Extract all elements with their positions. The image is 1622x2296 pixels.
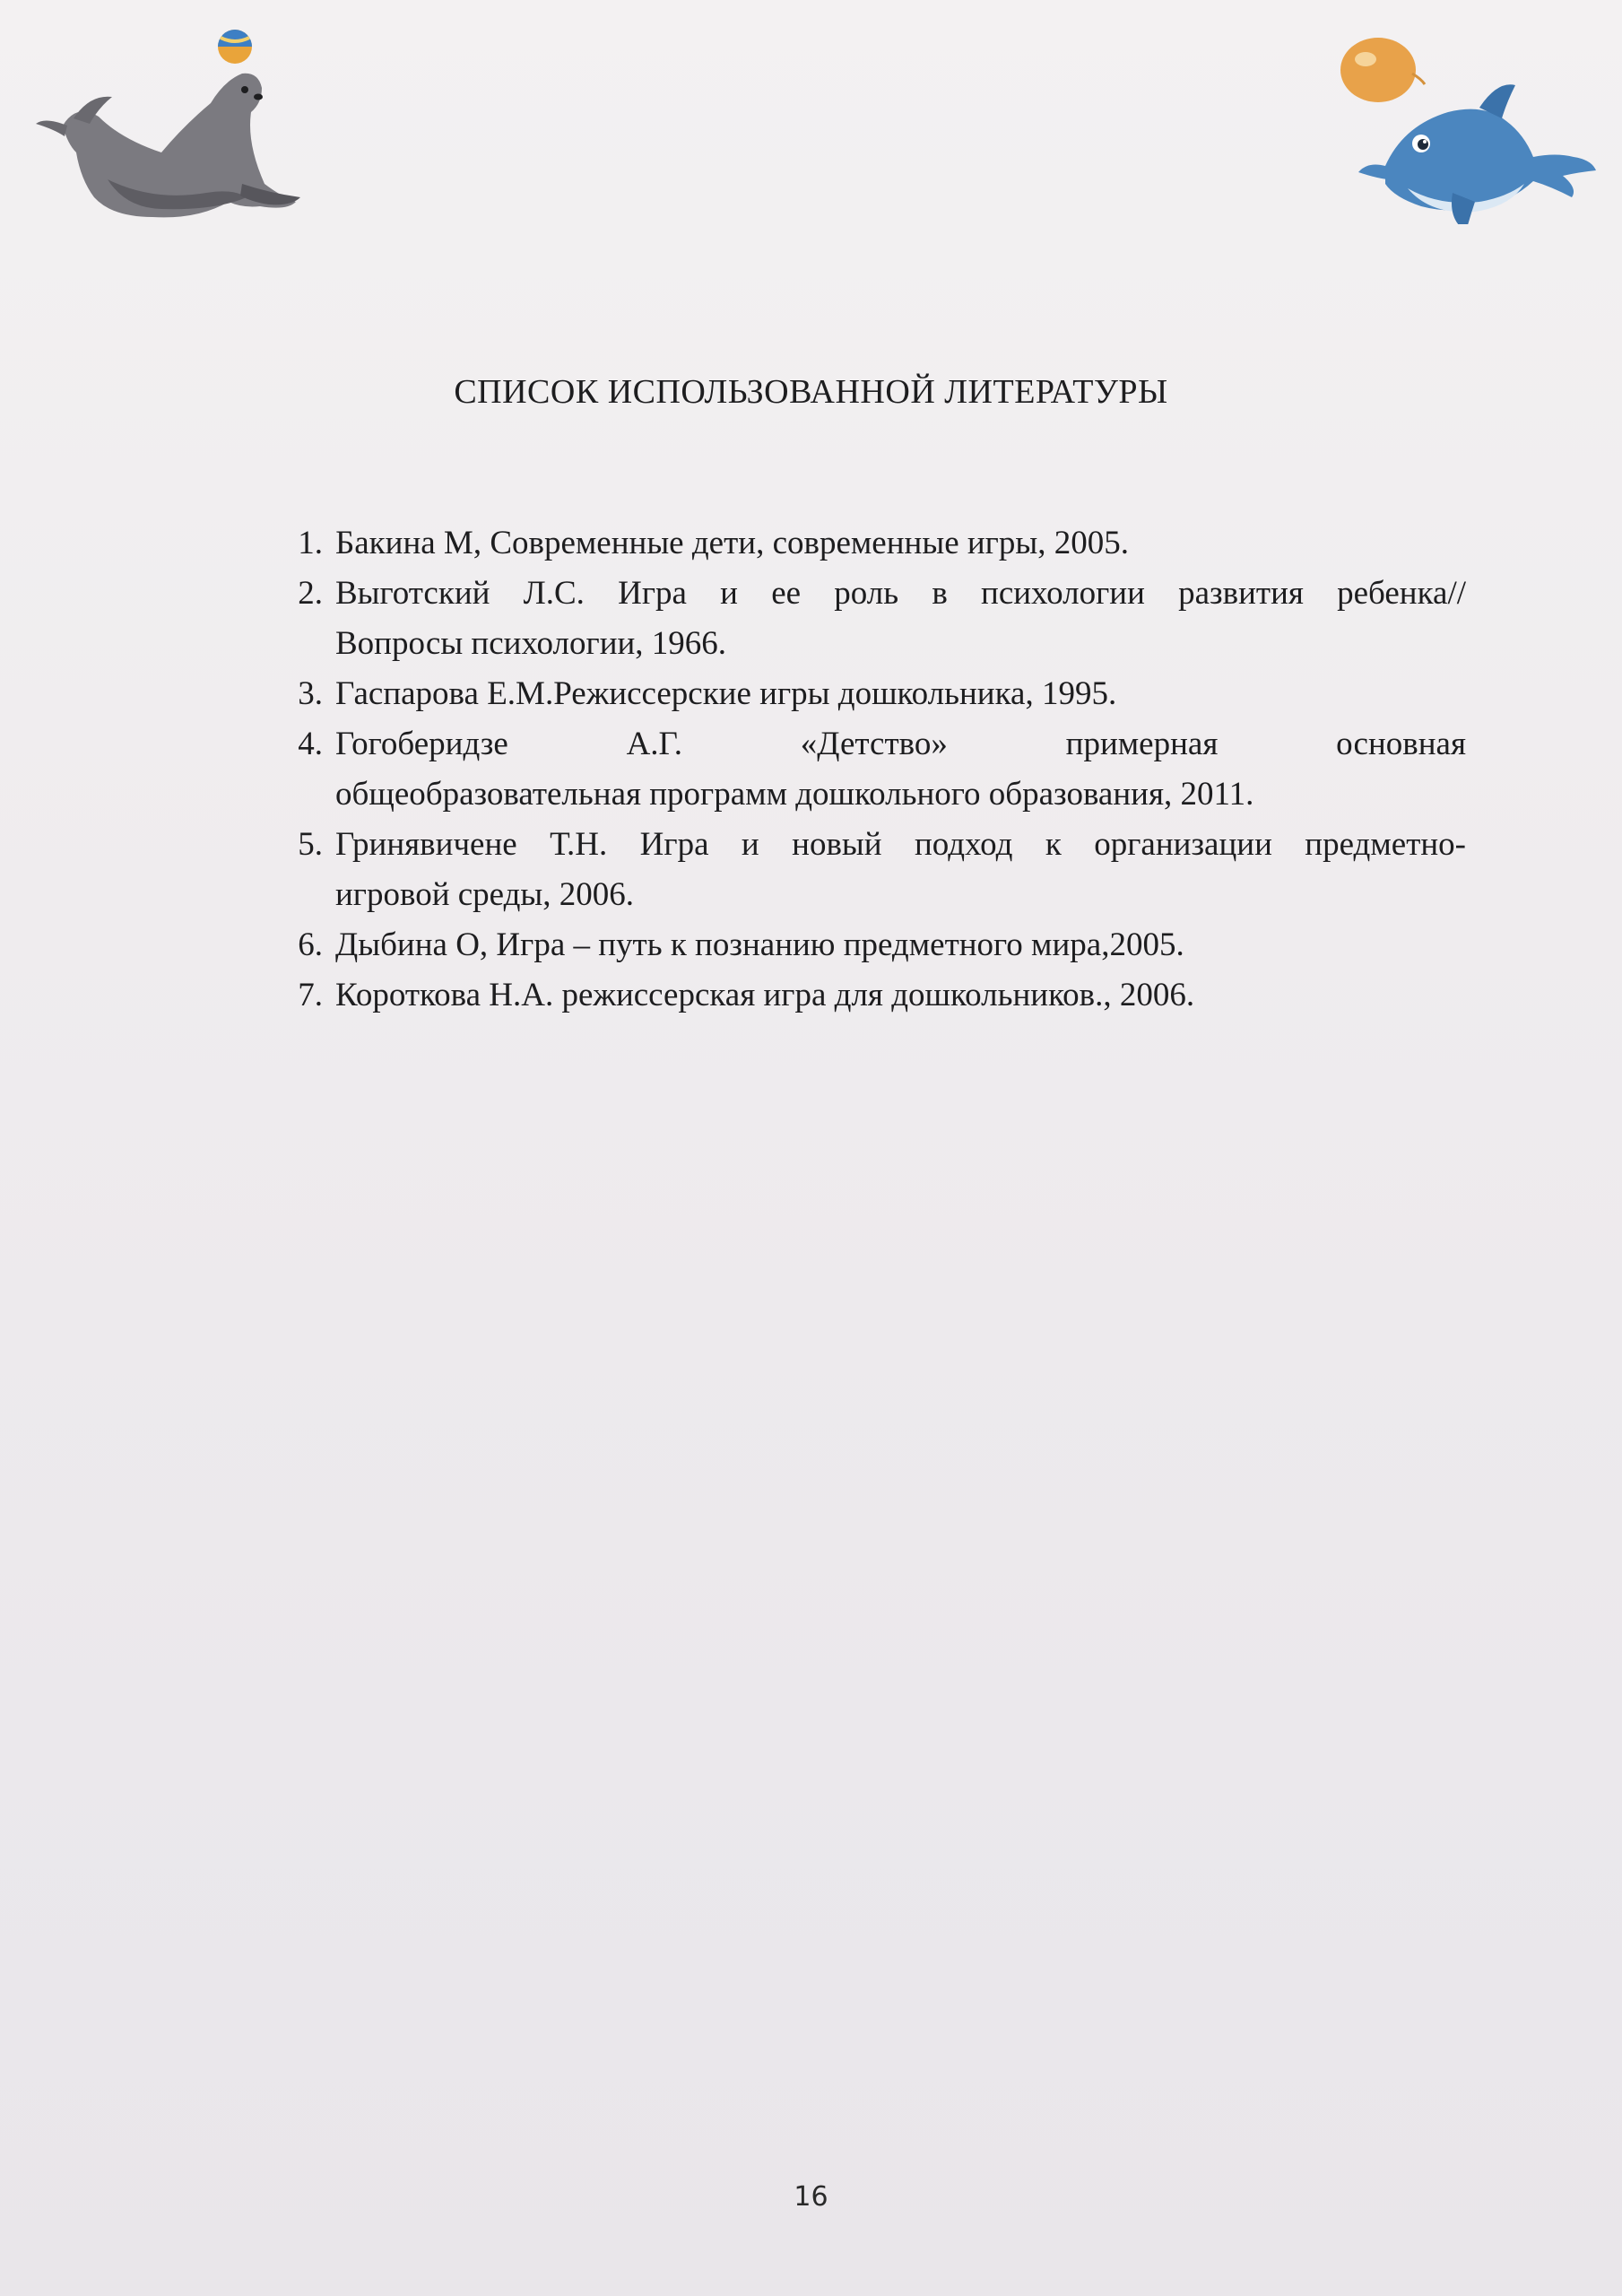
list-item-number: 6. [298, 926, 323, 963]
list-item-text-continued: игровой среды, 2006. [335, 876, 635, 913]
list-item-number: 5. [298, 826, 323, 863]
page-number: 16 [794, 2181, 828, 2213]
list-item-text: Гринявичене Т.Н. Игра и новый подход к организации предметно- [335, 826, 1466, 863]
list-item [278, 719, 1466, 820]
list-item [278, 669, 1466, 719]
list-item [278, 518, 1466, 569]
list-item-number: 3. [298, 675, 323, 712]
list-item [278, 970, 1466, 1021]
list-item-number: 2. [298, 575, 323, 612]
list-item [278, 569, 1466, 669]
list-item-text-continued: Вопросы психологии, 1966. [335, 625, 727, 662]
list-item-text: Короткова Н.А. режиссерская игра для дошкольников., 2006. [335, 977, 1195, 1013]
list-item-text: Гаспарова Е.М.Режиссерские игры дошкольника, 1995. [335, 675, 1117, 712]
page-title: СПИСОК ИСПОЛЬЗОВАННОЙ ЛИТЕРАТУРЫ [454, 373, 1168, 411]
list-item-text: Гогоберидзе А.Г. «Детство» примерная основная [335, 726, 1466, 762]
dolphin-with-balloon-icon [1331, 18, 1600, 224]
list-item [278, 820, 1466, 920]
list-item-text-continued: общеобразовательная программ дошкольного образования, 2011. [335, 776, 1254, 813]
list-item [278, 920, 1466, 970]
list-item-number: 7. [298, 977, 323, 1013]
list-item-number: 1. [298, 525, 323, 561]
list-item-number: 4. [298, 726, 323, 762]
list-item-text: Дыбина О, Игра – путь к познанию предметного мира,2005. [335, 926, 1184, 963]
reference-list [278, 518, 1466, 1021]
list-item-text: Бакина М, Современные дети, современные игры, 2005. [335, 525, 1129, 561]
list-item-text: Выготский Л.С. Игра и ее роль в психологии развития ребенка// [335, 575, 1466, 612]
seal-with-ball-icon [27, 18, 305, 224]
